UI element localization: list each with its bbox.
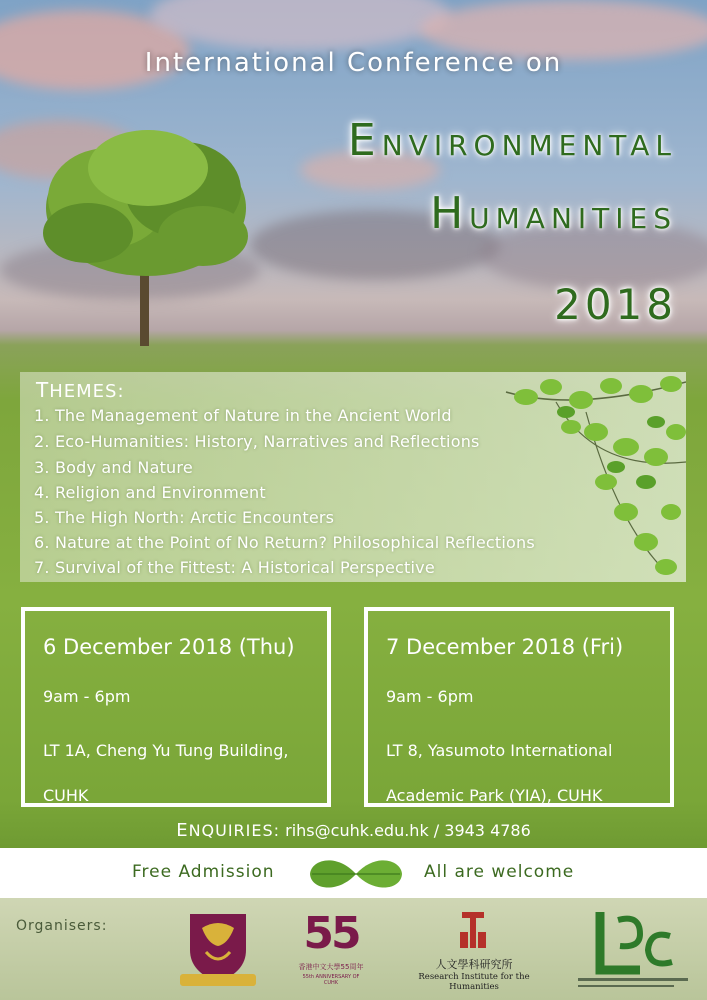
- anniversary-chinese: 香港中文大學55周年: [298, 963, 364, 971]
- title-rest-humanities: UMANITIES: [469, 202, 677, 235]
- day-two-time: 9am - 6pm: [386, 687, 474, 706]
- day-one-date: 6 December 2018 (Thu): [43, 635, 295, 659]
- organisers-footer: [0, 898, 707, 1000]
- title-cap-h: H: [430, 188, 470, 239]
- rih-chinese-name: 人文學科研究所: [435, 958, 513, 971]
- rih-emblem-icon: [456, 908, 490, 952]
- title-environmental: [348, 115, 677, 166]
- day-two-date: 7 December 2018 (Fri): [386, 635, 624, 659]
- organisers-label: Organisers:: [16, 918, 108, 934]
- theme-item: 6. Nature at the Point of No Return? Philosophical Reflections: [34, 533, 535, 552]
- tree-illustration: [28, 128, 268, 348]
- day-one-venue: LT 1A, Cheng Yu Tung Building, CUHK: [43, 741, 289, 805]
- enquiries-line: [0, 820, 707, 841]
- enquiries-contact[interactable]: rihs@cuhk.edu.hk / 3943 4786: [285, 821, 531, 840]
- themes-panel: [20, 372, 686, 582]
- rih-english-name: Research Institute for the Humanities: [418, 972, 530, 992]
- admission-band: [0, 848, 707, 898]
- enquiries-label: [176, 821, 280, 840]
- themes-heading-rest: HEMES:: [49, 381, 125, 402]
- anniversary-number: 55: [303, 908, 359, 959]
- all-welcome-text: All are welcome: [424, 862, 575, 882]
- lpc-logo: [570, 906, 696, 992]
- cuhk-crest-logo: [176, 910, 260, 990]
- rih-logo: [412, 908, 536, 990]
- theme-item: 1. The Management of Nature in the Ancient World: [34, 406, 452, 425]
- themes-heading: [36, 378, 125, 402]
- theme-item: 2. Eco-Humanities: History, Narratives and Reflections: [34, 432, 480, 451]
- theme-item: 5. The High North: Arctic Encounters: [34, 508, 335, 527]
- anniversary-55-logo: [298, 908, 364, 990]
- leaf-icon: [306, 850, 406, 896]
- title-rest-environmental: NVIRONMENTAL: [381, 129, 677, 162]
- day-two-venue: LT 8, Yasumoto International Academic Park (YIA), CUHK: [386, 741, 613, 805]
- anniversary-english: 55th ANNIVERSARY OF CUHK: [302, 974, 360, 986]
- conference-subtitle: International Conference on: [144, 48, 563, 78]
- theme-item: 4. Religion and Environment: [34, 483, 266, 502]
- day-one-time: 9am - 6pm: [43, 687, 131, 706]
- day-two-box: [364, 607, 674, 807]
- enquiries-label-cap: E: [176, 820, 189, 841]
- themes-heading-cap: T: [36, 378, 50, 402]
- cloud: [150, 0, 450, 50]
- theme-item: 7. Survival of the Fittest: A Historical Perspective: [34, 558, 435, 577]
- theme-item: 3. Body and Nature: [34, 458, 193, 477]
- title-cap-e: E: [347, 115, 382, 166]
- title-year: 2018: [554, 280, 677, 329]
- title-humanities: [430, 188, 677, 239]
- free-admission-text: Free Admission: [132, 862, 275, 882]
- enquiries-label-rest: NQUIRIES:: [188, 821, 281, 840]
- day-one-box: [21, 607, 331, 807]
